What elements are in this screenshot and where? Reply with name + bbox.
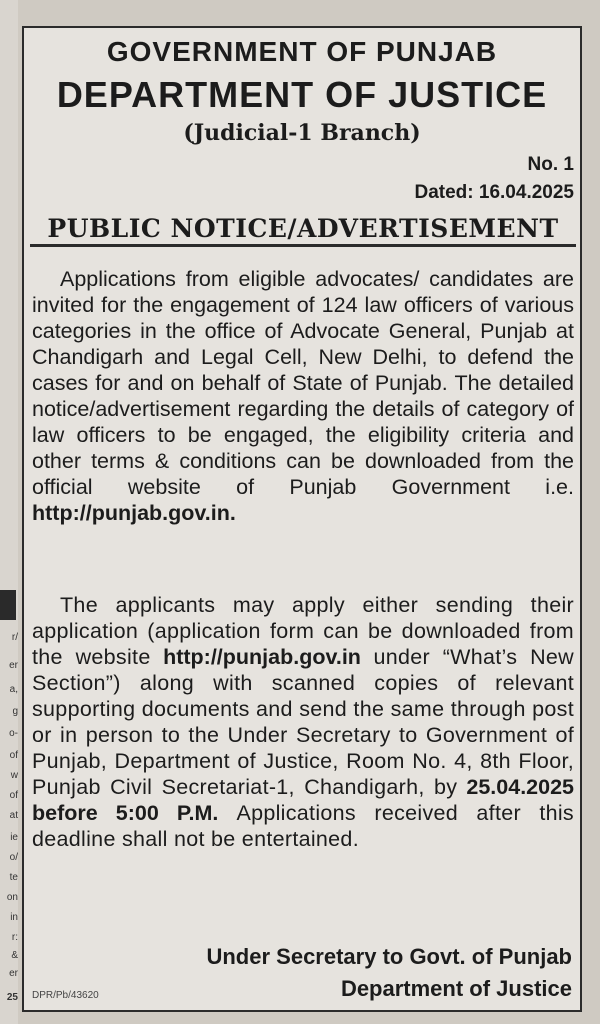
paragraph-1-text: Applications from eligible advocates/ candidates are invited for the engagement of 124 law officers of various categories in the office of Advocate General, Punjab at Chandigarh and Legal Cell, New Delhi, to defend the cases for and on behalf of State of Punjab. The detailed notice/advertisement regarding the details of category of law officers to be engaged, the eligibility criteria and other terms & conditions can be downloaded from the official website of Punjab Government i.e.: [32, 267, 574, 499]
department-heading: DEPARTMENT OF JUSTICE: [56, 74, 548, 115]
adjacent-fragment: o/: [9, 852, 18, 863]
paragraph-2-text-b: under “What’s New Section”) along with scanned copies of relevant supporting documents and send the same through post or in person to the Under Secretary to Government of Punjab, Department of Justice, Room No. 4, 8th Floor, Punjab Civil Secretariat-1, Chandigarh, by: [32, 645, 574, 799]
adjacent-fragment: r/: [11, 632, 18, 643]
notice-date: Dated: 16.04.2025: [414, 182, 574, 203]
website-link[interactable]: http://punjab.gov.in.: [32, 501, 236, 525]
dpr-code: DPR/Pb/43620: [32, 990, 99, 1001]
adjacent-fragment: o-: [9, 728, 18, 739]
adjacent-fragment: in: [10, 912, 18, 923]
adjacent-fragment: te: [9, 872, 18, 883]
adjacent-fragment: ie: [10, 832, 18, 843]
adjacent-fragment: er: [9, 660, 18, 671]
adjacent-fragment: a,: [9, 684, 18, 695]
adjacent-fragment: of: [9, 790, 18, 801]
notice-title: PUBLIC NOTICE/ADVERTISEMENT: [30, 214, 576, 247]
adjacent-fragment: w: [10, 770, 18, 781]
adjacent-column-block: [0, 590, 16, 620]
adjacent-fragment: g: [12, 706, 18, 717]
adjacent-fragment: &: [11, 950, 18, 961]
notice-number: No. 1: [527, 154, 574, 175]
adjacent-fragment: at: [9, 810, 18, 821]
adjacent-fragment: er: [9, 968, 18, 979]
signatory-department: Department of Justice: [340, 976, 572, 1001]
adjacent-fragment: on: [6, 892, 18, 903]
signatory-title: Under Secretary to Govt. of Punjab: [206, 944, 572, 969]
paragraph-2-text-c: Applications received after this deadline shall not be entertained.: [32, 801, 574, 851]
deadline-text: 25.04.2025 before 5:00 P.M.: [32, 775, 574, 825]
government-heading: GOVERNMENT OF PUNJAB: [106, 36, 498, 67]
body-paragraph-1: [32, 266, 574, 526]
adjacent-fragment: 25: [6, 992, 18, 1003]
adjacent-fragment: r:: [11, 932, 18, 943]
body-paragraph-2: [32, 592, 574, 852]
public-notice: [22, 26, 582, 1012]
branch-subheading: (Judicial-1 Branch): [183, 120, 421, 146]
website-link[interactable]: http://punjab.gov.in: [163, 645, 361, 669]
adjacent-fragment: of: [9, 750, 18, 761]
paragraph-2-text-a: The applicants may apply either sending their application (application form can be downloaded from the website: [32, 593, 574, 669]
adjacent-column-strip: [0, 0, 18, 1024]
